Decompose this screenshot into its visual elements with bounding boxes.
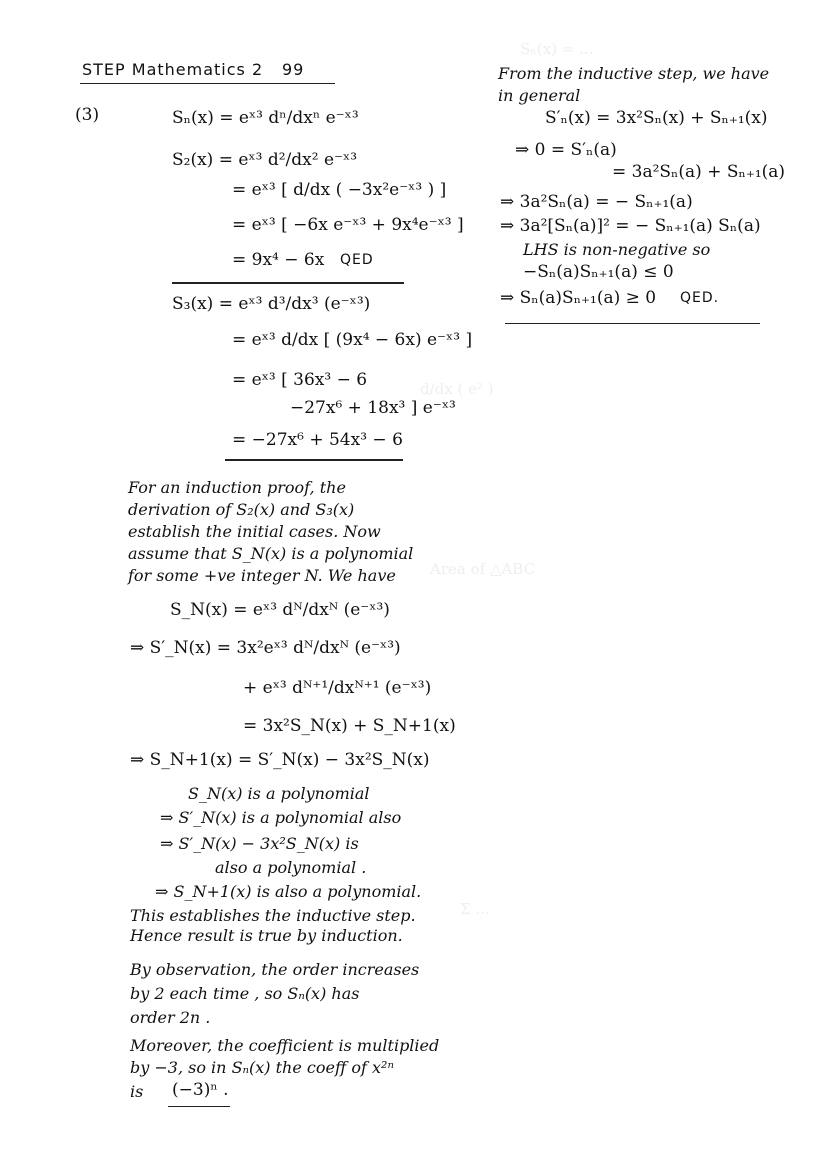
inequality-line: −Sₙ(a)Sₙ₊₁(a) ≤ 0: [523, 262, 674, 282]
implication-line: ⇒ 3a²[Sₙ(a)]² = − Sₙ₊₁(a) Sₙ(a): [500, 216, 761, 236]
final-inequality: ⇒ Sₙ(a)Sₙ₊₁(a) ≥ 0: [500, 288, 657, 308]
show-through-text: Area of △ABC: [430, 560, 536, 578]
implication-line: ⇒ 3a²Sₙ(a) = − Sₙ₊₁(a): [500, 192, 693, 212]
right-intro-text: From the inductive step, we have: [498, 64, 770, 83]
sn-derivative-result: = 3x²S_N(x) + S_N+1(x): [243, 716, 456, 736]
sn-plus-one: ⇒ S_N+1(x) = S′_N(x) − 3x²S_N(x): [130, 750, 430, 770]
divider-rule: [505, 323, 760, 324]
order-text: By observation, the order increases: [130, 960, 420, 979]
header-year: 99: [282, 60, 305, 79]
s3-step-2a: = eˣ³ [ 36x³ − 6: [232, 370, 368, 390]
s3-step-2b: −27x⁶ + 18x³ ] e⁻ˣ³: [290, 398, 456, 418]
polynomial-line: ⇒ S′_N(x) is a polynomial also: [160, 808, 402, 827]
conclusion-line: This establishes the inductive step.: [130, 906, 416, 925]
header-title: STEP Mathematics 2: [82, 60, 264, 79]
show-through-text: Sₙ(x) = ...: [520, 40, 594, 58]
polynomial-line: ⇒ S′_N(x) − 3x²S_N(x) is: [160, 834, 359, 853]
coefficient-text: by −3, so in Sₙ(x) the coeff of x²ⁿ: [130, 1058, 394, 1077]
root-relation-expanded: = 3a²Sₙ(a) + Sₙ₊₁(a): [612, 162, 786, 182]
sn-definition: Sₙ(x) = eˣ³ dⁿ/dxⁿ e⁻ˣ³: [172, 108, 359, 128]
induction-text: derivation of S₂(x) and S₃(x): [128, 500, 355, 519]
question-number: (3): [75, 105, 100, 125]
polynomial-line: S_N(x) is a polynomial: [188, 784, 370, 803]
s3-step-1: = eˣ³ d/dx [ (9x⁴ − 6x) e⁻ˣ³ ]: [232, 330, 473, 350]
sn-induction-def: S_N(x) = eˣ³ dᴺ/dxᴺ (e⁻ˣ³): [170, 600, 390, 620]
sn-derivative: ⇒ S′_N(x) = 3x²eˣ³ dᴺ/dxᴺ (e⁻ˣ³): [130, 638, 401, 658]
s2-step-1: = eˣ³ [ d/dx ( −3x²e⁻ˣ³ ) ]: [232, 180, 447, 200]
induction-text: assume that S_N(x) is a polynomial: [128, 544, 414, 563]
s2-result: = 9x⁴ − 6x: [232, 250, 325, 270]
root-relation: ⇒ 0 = S′ₙ(a): [515, 140, 617, 160]
qed-mark-2: QED.: [680, 290, 720, 306]
show-through-text: d/dx ( e² ): [420, 380, 494, 398]
induction-text: establish the initial cases. Now: [128, 522, 381, 541]
lhs-text: LHS is non-negative so: [523, 240, 711, 259]
qed-mark-1: QED: [340, 252, 374, 268]
s3-definition: S₃(x) = eˣ³ d³/dx³ (e⁻ˣ³): [172, 294, 371, 314]
divider-rule: [172, 282, 404, 284]
general-relation: S′ₙ(x) = 3x²Sₙ(x) + Sₙ₊₁(x): [545, 108, 768, 128]
polynomial-line: ⇒ S_N+1(x) is also a polynomial.: [155, 882, 422, 901]
coefficient-underline: [168, 1106, 230, 1107]
coefficient-text: Moreover, the coefficient is multiplied: [130, 1036, 440, 1055]
s3-result: = −27x⁶ + 54x³ − 6: [232, 430, 403, 450]
coefficient-value: (−3)ⁿ .: [172, 1080, 229, 1100]
sn-derivative-term: + eˣ³ dᴺ⁺¹/dxᴺ⁺¹ (e⁻ˣ³): [243, 678, 432, 698]
s2-definition: S₂(x) = eˣ³ d²/dx² e⁻ˣ³: [172, 150, 358, 170]
order-text: by 2 each time , so Sₙ(x) has: [130, 984, 360, 1003]
coefficient-text: is: [130, 1082, 144, 1101]
show-through-text: Σ ...: [460, 900, 490, 918]
divider-rule: [225, 459, 403, 461]
order-text: order 2n .: [130, 1008, 211, 1027]
induction-text: For an induction proof, the: [128, 478, 346, 497]
conclusion-line: Hence result is true by induction.: [130, 926, 403, 945]
s2-step-2: = eˣ³ [ −6x e⁻ˣ³ + 9x⁴e⁻ˣ³ ]: [232, 215, 464, 235]
polynomial-line: also a polynomial .: [215, 858, 367, 877]
right-intro-text: in general: [498, 86, 581, 105]
induction-text: for some +ve integer N. We have: [128, 566, 396, 585]
header-underline: [80, 83, 335, 84]
